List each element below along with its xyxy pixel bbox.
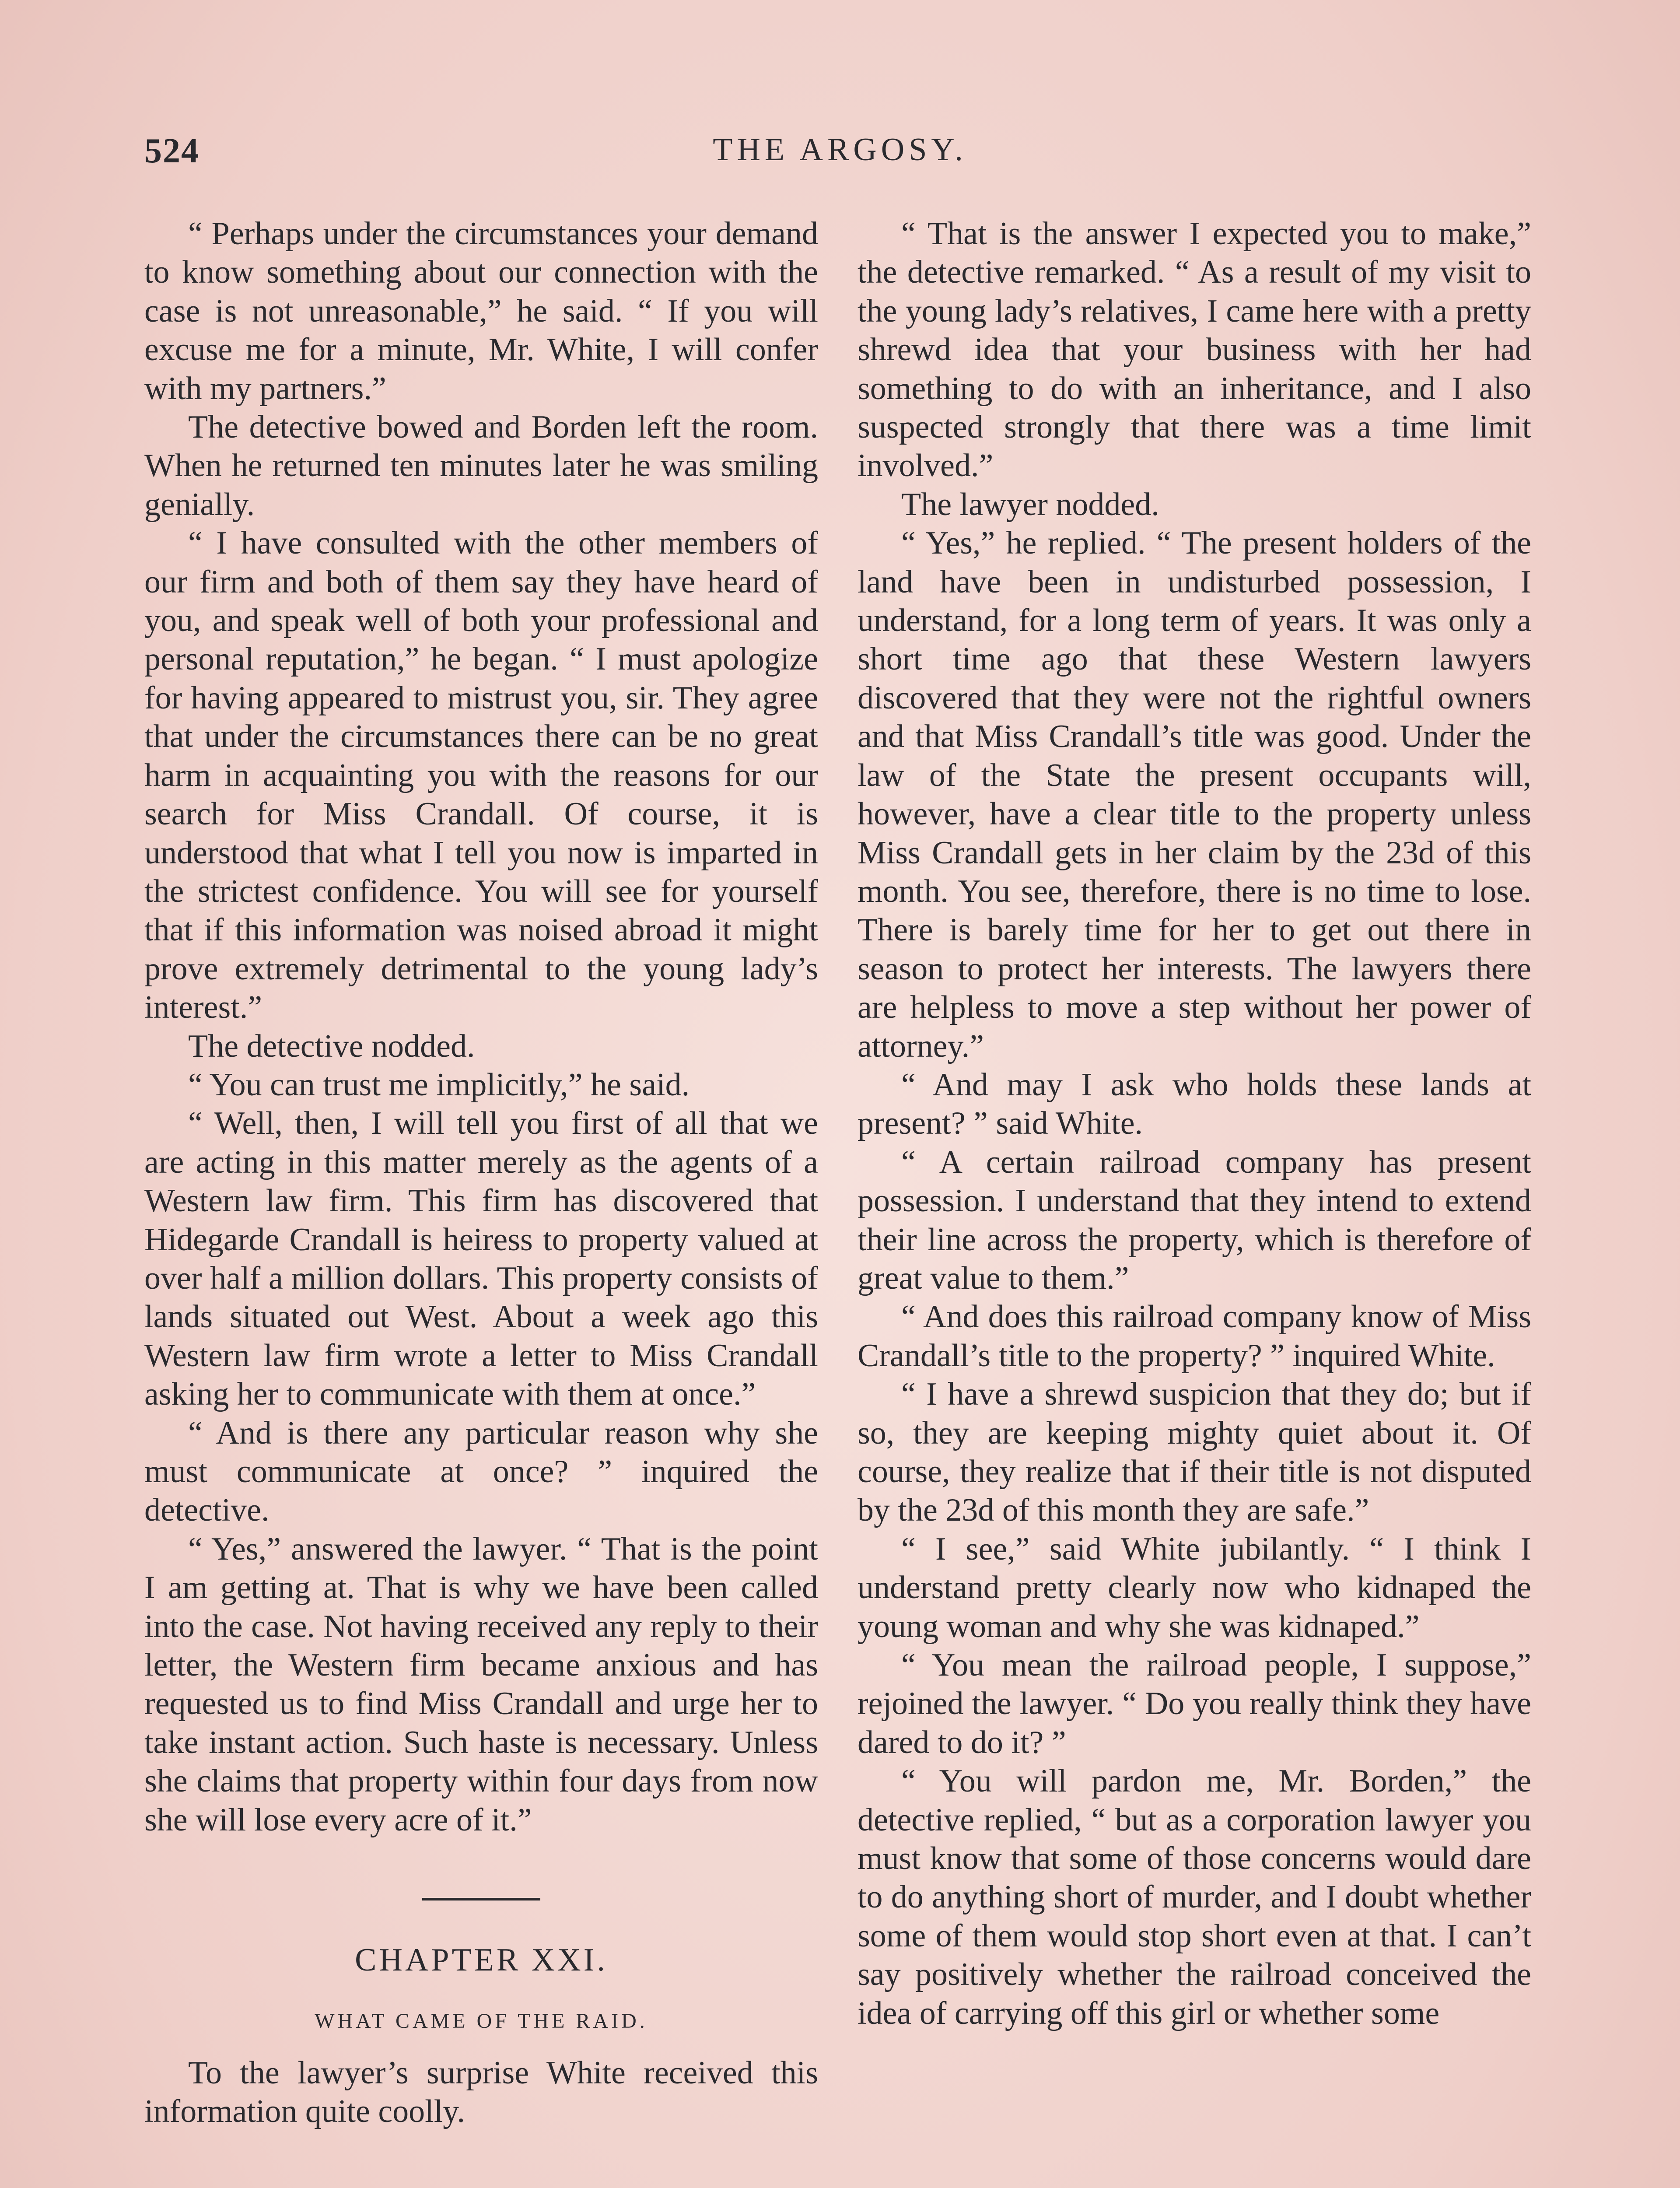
paragraph: “ I see,” said White jubilantly. “ I think I understand pretty clearly now who kidnaped the young woman and why she was kidnaped.” (858, 1531, 1531, 1645)
paragraph: “ You can trust me implicitly,” he said. (188, 1066, 690, 1103)
chapter-opening-paragraph: To the lawyer’s surprise White received this information quite coolly. (144, 2055, 818, 2130)
paragraph: “ I have a shrewd suspicion that they do; but if so, they are keeping mighty quiet about it. Of course, they realize that if their title is not disputed by the 23d of this month they are safe.” (858, 1376, 1531, 1529)
paragraph: The detective nodded. (188, 1028, 475, 1064)
paragraph: “ And is there any particular reason why she must communicate at once? ” inquired the detective. (144, 1415, 818, 1529)
running-head: THE ARGOSY. (713, 132, 967, 168)
paragraph: “ Yes,” he replied. “ The present holders of the land have been in undisturbed possession, I understand, for a long term of years. It was only a short time ago that these Western lawyers discovered that they were not the rightful owners and that Miss Crandall’s title was good. Under the law of the State the present occupants will, however, have a clear title to the property unless Miss Crandall gets in her claim by the 23d of this month. You see, therefore, there is no time to lose. There is barely time for her to get out there in season to protect her interests. The lawyers there are helpless to move a step without her power of attorney.” (858, 525, 1531, 1064)
chapter-title: CHAPTER XXI. (355, 1942, 608, 1978)
page-number: 524 (144, 132, 200, 170)
paragraph: “ Perhaps under the circumstances your demand to know something about our connection with the case is not unreasonable,” he said. “ If you will excuse me for a minute, Mr. White, I will confer with my partners.” (144, 216, 818, 407)
paragraph: “ Yes,” answered the lawyer. “ That is the point I am getting at. That is why we have been called into the case. Not having received any reply to their letter, the Western firm became anxious and has requested us to find Miss Crandall and urge her to take instant action. Such haste is necessary. Unless she claims that property within four days from now she will lose every acre of it.” (144, 1531, 818, 1838)
chapter-subtitle: WHAT CAME OF THE RAID. (315, 2009, 648, 2033)
paragraph: “ And does this railroad company know of Miss Crandall’s title to the property? ” inquired White. (858, 1299, 1531, 1374)
left-column (144, 214, 818, 2131)
paragraph: “ You mean the railroad people, I suppose,” rejoined the lawyer. “ Do you really think they have dared to do it? ” (858, 1647, 1531, 1760)
page-header (144, 131, 1536, 179)
paragraph: The lawyer nodded. (901, 486, 1159, 522)
section-divider (422, 1898, 540, 1900)
paragraph: “ That is the answer I expected you to make,” the detective remarked. “ As a result of my visit to the young lady’s relatives, I came here with a pretty shrewd idea that your business with her had something to do with an inheritance, and I also suspected strongly that there was a time limit involved.” (858, 216, 1531, 484)
right-column (858, 214, 1531, 2033)
paragraph: “ A certain railroad company has present possession. I understand that they intend to extend their line across the property, which is therefore of great value to them.” (858, 1144, 1531, 1296)
paragraph: “ I have consulted with the other members of our firm and both of them say they have heard of you, and speak well of both your professional and personal reputation,” he began. “ I must apologize for having appeared to mistrust you, sir. They agree that under the circumstances there can be no great harm in acquainting you with the reasons for our search for Miss Crandall. Of course, it is understood that what I tell you now is imparted in the strictest confidence. You will see for yourself that if this information was noised abroad it might prove extremely detrimental to the young lady’s interest.” (144, 525, 818, 1026)
paragraph: The detective bowed and Borden left the room. When he returned ten minutes later he was smiling genially. (144, 409, 818, 522)
paragraph: “ Well, then, I will tell you first of all that we are acting in this matter merely as the agents of a Western law firm. This firm has discovered that Hidegarde Crandall is heiress to property valued at over half a million dollars. This property consists of lands situated out West. About a week ago this Western law firm wrote a letter to Miss Crandall asking her to communicate with them at once.” (144, 1105, 818, 1413)
paragraph: “ You will pardon me, Mr. Borden,” the detective replied, “ but as a corporation lawyer you must know that some of those concerns would dare to do anything short of murder, and I doubt whether some of them would stop short even at that. I can’t say positively whether the railroad conceived the idea of carrying off this girl or whether some (858, 1763, 1531, 2031)
paragraph: “ And may I ask who holds these lands at present? ” said White. (858, 1066, 1531, 1142)
